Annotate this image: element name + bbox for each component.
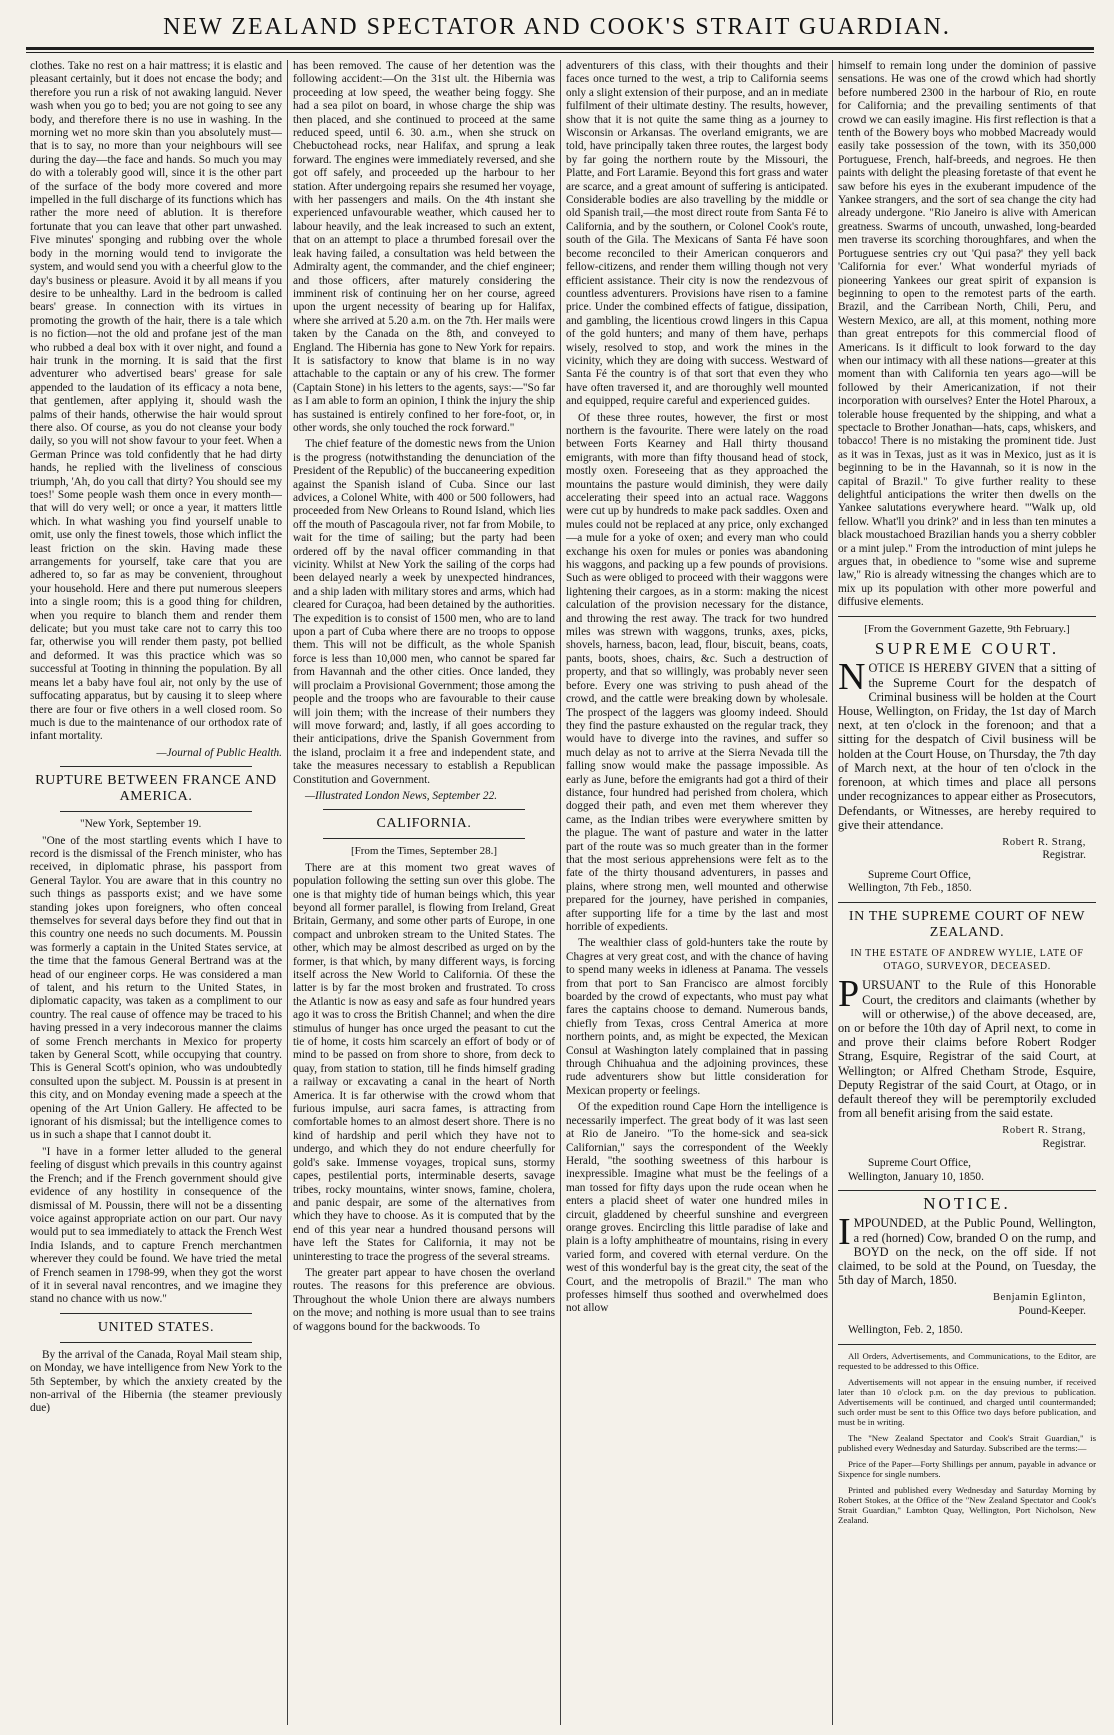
pound-notice	[838, 1211, 1096, 1288]
notice-text: MPOUNDED, at the Public Pound, Wellington, a red (horned) Cow, branded O on the rump, and BOYD on the neck, on the off side. If not claimed, to be sold at the Pound, on Tuesday, the 5th day of March, 1850.	[838, 1216, 1096, 1288]
notice-heading-estate: IN THE SUPREME COURT OF NEW ZEALAND.	[848, 908, 1086, 940]
notice-signature: Robert R. Strang,	[1002, 836, 1086, 848]
notice-signature: Benjamin Eglinton,	[992, 1292, 1086, 1304]
column-1	[30, 60, 282, 1725]
article-paragraph: The wealthier class of gold-hunters take the route by Chagres at very great cost, and with the chance of having to spend many weeks in idleness at Panama. The vessels from that port to San Francisco are almost forcibly boarded by the crowd of expectants, who must pay what fares the captains choose to demand. Numerous bands, chiefly from Texas, cross Central America at more northern points, and, as might be expected, the Mexican Consul at Washington lately complained that in passing through Chihuahua and the adjoining provinces, these rude adventurers show but little consideration for Mexican property or feelings.	[566, 937, 828, 1097]
notice-signatory-role: Pound-Keeper.	[1018, 1304, 1086, 1317]
notice-text: OTICE IS HEREBY GIVEN that a sitting of the Supreme Court for the despatch of Criminal business will be holden at the Court House, Wellington, on Friday, the 1st day of March next, at ten o'clock in the forenoon; and that a sitting for the despatch of Civil business will be holden at the Court House, on Thursday, the 7th day of March next, at the hour of ten o'clock in the forenoon, at which times and place all persons under recognizances to appear either as Prosecutors, Defendants, or Witnesses, are hereby required to give their attendance.	[838, 661, 1096, 832]
article-paragraph: Of these three routes, however, the first or most northern is the favourite. There were lately on the road between Forts Kearney and Hall thirty thousand emigrants, with more than fifty thousand head of stock, mostly oxen. Foreseeing that as they approached the mountains the pasture would diminish, they were daily accelerating their speed into an actual race. Waggons were cut up by hundreds to make pack saddles. Oxen and mules could not be replaced at any price, only exchanged—a mule for a yoke of oxen; and every man who could exchange his oxen for mules or ponies was abandoning his waggons, and packing up a few pounds of provisions. Such as were obliged to proceed with their waggons were lightening their cargoes, as in a storm: making the nicest calculation of the provision necessary for the distance, and throwing the rest away. The track for two hundred miles was strewn with waggons, trunks, axes, picks, shovels, harness, bacon, lead, flour, biscuit, beans, coats, pants, boots, shoes, chairs, &c. Such a destruction of property, and that so willingly, was probably never seen before. Every one was striving to push ahead of the crowd, and the cattle were breaking down by wholesale. The prospect of the laggers was gloomy indeed. Should they find the pasture exhausted on the regular track, they would have to diverge into the ravines, and suffer so much delay as not to arrive at the Sierra Nevada till the falling snow would make the passage impossible. As early as June, before the emigrants had got a third of their distance, four hundred had perished from cholera, which dogged their path, and even met them wherever they came, as the Indian tribes were everywhere smitten by the plague. The want of pasture and water in the latter part of the route was so much greater than in the former that the most serious apprehensions were felt as to the fate of the thirty thousand adventurers, in passes and plains, where strong men, well mounted and otherwise prepared for the journey, have perished in companies, after supporting life for a time by the last and most horrible of expedients.	[566, 411, 828, 933]
section-divider	[323, 809, 525, 810]
estate-notice	[838, 973, 1096, 1121]
notice-heading-pound: NOTICE.	[923, 1194, 1011, 1213]
article-paragraph: The greater part appear to have chosen the overland routes. The reasons for this preference are obvious. Throughout the whole Union there are always numbers on the move; and nothing is more usual than to see trains of waggons bound for the backwoods. To	[293, 1266, 555, 1333]
article-paragraph: By the arrival of the Canada, Royal Mail steam ship, on Monday, we have intelligence from New York to the 5th September, by which the anxiety created by the non-arrival of the Hibernia (the steamer previously due)	[30, 1348, 282, 1415]
masthead-rule-thick	[26, 47, 1094, 50]
article-heading-california: CALIFORNIA.	[376, 816, 472, 832]
notice-date: Wellington, January 10, 1850.	[848, 1170, 984, 1183]
column-3	[566, 60, 828, 1725]
column-divider	[287, 60, 288, 1725]
notice-signatory-role: Registrar.	[1042, 1137, 1086, 1150]
column-divider	[832, 60, 833, 1725]
article-paragraph: Of the expedition round Cape Horn the intelligence is necessarily imperfect. The great body of it was last seen at Rio de Janeiro. "To the home-sick and sea-sick Californian," says the correspondent of the Weekly Herald, "the soothing sweetness of this harbour is inexpressible. Imagine what must be the feelings of a man tossed for fifty days upon the rude ocean when he enters a placid sheet of water one hundred miles in circuit, gladdened by cheerful sunshine and evergreen orange groves. Encircling this little paradise of lake and plain is a lofty amphitheatre of mountains, rising in every varied form, and covered with eternal verdure. On the west of this wonderful bay is the great city, the seat of the Court, and the metropolis of Brazil." The man who professes himself thus soothed and overwhelmed does not allow	[566, 1101, 828, 1315]
article-paragraph: adventurers of this class, with their thoughts and their faces once turned to the west, a trip to California seems only a slight extension of their purpose, and an in mediate fulfilment of their ultimate destiny. The results, however, show that it is not quite the same thing as a journey to Wisconsin or Arkansas. The overland emigrants, we are told, have principally taken three routes, the largest body by far going the northern route by the Missouri, the Platte, and Fort Laramie. Beyond this fort grass and water are scarce, and a great amount of suffering is anticipated. Considerable bodies are also travelling by the middle or old Spanish trail,—the most direct route from Santa Fé to California, and by the southern, or Colonel Cook's route, south of the Gila. The Mexicans of Santa Fé have soon become reconciled to their American conquerors and fellow-citizens, and render them willing though not very efficient assistance. Their city is now the rendezvous of countless adventurers. Provisions have risen to a famine price. Under the combined effects of fatigue, dissipation, and gambling, the licentious crowd lingers in this Capua of the gold hunters; and many of them have, perhaps wisely, resolved to stop, and work the mines in the vicinity, which they are doing with success. Westward of Santa Fé the country is of that sort that even they who have often traversed it, and are thoroughly well mounted and equipped, require careful and experienced guides.	[566, 60, 828, 408]
section-divider	[60, 811, 252, 812]
article-paragraph: "I have in a former letter alluded to the general feeling of disgust which prevails in this country against the French; and if the French government should give evidence of any hostility in consequence of the dismissal of M. Poussin, there will not be a dissenting voice against appropriate action on our part. Our navy would put to sea immediately to attack the French West India Islands, and to capture French merchantmen wherever they could be found. We have tried the metal of French seamen in 1798-99, when they got the worst of it in several naval rencontres, and we imagine they stand no chance with us now."	[30, 1145, 282, 1306]
imprint-line: Advertisements will not appear in the ensuing number, if received later than 10 o'clock p.m. on the day previous to publication. Advertisements will be continued, and charged until countermanded; such order must be sent to this Office two days before publication, and must be in writing.	[838, 1376, 1096, 1427]
article-heading-rupture: RUPTURE BETWEEN FRANCE AND AMERICA.	[35, 773, 277, 805]
section-divider	[60, 766, 252, 767]
article-heading-united-states: UNITED STATES.	[97, 1319, 215, 1335]
newspaper-title: NEW ZEALAND SPECTATOR AND COOK'S STRAIT GUARDIAN.	[163, 14, 951, 40]
article-paragraph: himself to remain long under the dominion of passive sensations. He was one of the crowd which had shortly before numbered 2300 in the harbour of Rio, en route for California; and the prevailing sentiments of that crowd we can easily imagine. His first reflection is that a tenth of the Bowery boys who mobbed Macready would easily take possession of the town, with its 350,000 Portuguese, French, half-breeds, and negroes. He then paints with delight the pleasing foretaste of that event he saw before his eyes in the exuberant impudence of the Yankee strangers, and the sort of sea change the city had already undergone. "Rio Janeiro is alive with American greatness. Swarms of uncouth, unwashed, long-bearded men traverse its scorching thoroughfares, and when the Portuguese sentries cry out 'Qui pasa?' they yell back 'California for ever.' What wonderful myriads of pioneering Yankees our great spirit of expansion is beginning to open to the remotest parts of the earth. Brazil, and the Carribean North, Chili, Peru, and Western Mexico, are all, at this moment, nothing more than great entrepots for this commercial flood of Americans. Is it difficult to look forward to the day when our intimacy with all these nations—greater at this moment than with California ten years ago—will be followed by their Americanization, if not their incorporation with ourselves? Enter the Hotel Pharoux, a tolerable house frequented by the shipping, and what a spectacle to Brother Jonathan—hats, caps, whiskers, and tobacco! There is no mistaking the prominent tide. Just as it was in Texas, just as it was in Mexico, just as it is beginning to be in the Havannah, so it is now in the capital of Brazil." To give further reality to these delightful anticipations the writer then dwells on the Yankee salutations everywhere heard. "'Walk up, old fellow. What'll you drink?' and in less than ten minutes a black moustachoed Brazilian hands you a sherry cobbler or a mint julep." From the introduction of mint juleps he argues that, in obedience to "some wise and supreme law," Rio is already witnessing the changes which are to mix up its population with other more powerful and diffusive elements.	[838, 60, 1096, 609]
imprint-line: Printed and published every Wednesday and Saturday Morning by Robert Stokes, at the Office of the "New Zealand Spectator and Cook's Strait Guardian," Lambton Quay, Wellington, Port Nicholson, New Zealand.	[838, 1484, 1096, 1525]
masthead-rule-thin	[26, 52, 1094, 53]
notice-subhead-estate: IN THE ESTATE OF ANDREW WYLIE, LATE OF OTAGO, SURVEYOR, DECEASED.	[850, 947, 1084, 972]
imprint-line: All Orders, Advertisements, and Communications, to the Editor, are requested to be addressed to this Office.	[838, 1350, 1096, 1371]
article-dateline: "New York, September 19.	[80, 818, 202, 831]
notice-date: Wellington, 7th Feb., 1850.	[848, 882, 972, 895]
article-paragraph: The chief feature of the domestic news from the Union is the progress (notwithstanding the denunciation of the President of the Republic) of the buccaneering expedition against the Spanish island of Cuba. Since our last advices, a Colonel White, with 400 or 500 followers, had proceeded from New Orleans to Round Island, which lies off the mouth of Pascagoula river, not far from Mobile, to wait for the time of sailing; but the party had been ordered off by the naval officer commanding in that vicinity. Whilst at New York the sailing of the corps had been delayed nearly a week by unexpected hindrances, and a ship laden with military stores and arms, which had cleared for Curaçoa, had been detained by the authorities. The expedition is to consist of 1500 men, who are to land upon a part of Cuba where there are no troops to oppose them. This will not be difficult, as the whole Spanish force is less than 10,000 men, who cannot be spared far from Havannah and the other cities. Once landed, they will proclaim a Provisional Government; those among the people and the troops who are favourable to their cause will join them; with the increase of their numbers they will move forward; and, lastly, if all goes according to their anticipations, drive the Spanish Government from the island, proclaim it a free and independent state, and take the measures necessary to establish a Republican Constitution and Government.	[293, 438, 555, 786]
section-divider	[60, 1342, 252, 1343]
drop-cap: P	[838, 973, 860, 1016]
gazette-source: [From the Government Gazette, 9th February.]	[864, 622, 1070, 635]
notice-text: URSUANT to the Rule of this Honorable Court, the creditors and claimants (whether by will or otherwise,) of the above deceased, are, on or before the 10th day of April next, to come in and prove their claims before Robert Rodger Strang, Esquire, Registrar of the said Court, at Wellington; or Alfred Chetham Strode, Esquire, Deputy Registrar of the said Court, at Otago, or in default thereof they will be peremptorily excluded from all benefit arising from the said estate.	[838, 978, 1096, 1121]
section-divider	[838, 1190, 1096, 1191]
column-divider	[560, 60, 561, 1725]
imprint-line: Price of the Paper—Forty Shillings per annum, payable in advance or Sixpence for single numbers.	[838, 1458, 1096, 1479]
masthead	[0, 0, 1114, 60]
drop-cap: I	[838, 1211, 851, 1254]
section-divider	[838, 616, 1096, 617]
drop-cap: N	[838, 656, 866, 699]
column-2	[293, 60, 555, 1725]
notice-date: Wellington, Feb. 2, 1850.	[848, 1324, 963, 1337]
article-source: —Illustrated London News, September 22.	[305, 789, 498, 802]
article-paragraph: has been removed. The cause of her detention was the following accident:—On the 31st ult. the Hibernia was proceeding at low speed, the weather being foggy. She had a sea pilot on board, in whose charge the ship was then placed, and she continued to proceed at the same reduced speed, until 6. 30. a.m., when she struck on Chebuctohead rocks, near Halifax, and sprung a leak forward. The engines were immediately reversed, and she got off safely, and proceeded up the harbour to her station. After undergoing repairs she resumed her voyage, with her passengers and mails. On the 4th instant she experienced unfavourable weather, which caused her to labour heavily, and the leak increased to such an extent, that on an attempt to place a thrumbed foresail over the leak having failed, a consultation was held between the Admiralty agent, the commander, and the chief engineer; and those officers, after maturely considering the imminent risk of continuing her on her course, agreed upon the urgent necessity of bearing up for Halifax, where she arrived at 5.20 a.m. on the 7th. Her mails were taken by the Canada on the 8th, and conveyed to England. The Hibernia has gone to New York for repairs. It is satisfactory to know that blame is in no way attachable to the captain or any of his crew. The former (Captain Stone) in his letters to the agents, says:—"So far as I am able to form an opinion, I think the injury the ship has sustained is entirely confined to her fore-foot, or, in other words, she only touched the rock forward."	[293, 60, 555, 434]
section-divider	[323, 838, 525, 839]
notice-office: Supreme Court Office,	[868, 1157, 972, 1170]
notice-heading-supreme-court: SUPREME COURT.	[874, 639, 1060, 659]
article-source: —Journal of Public Health.	[156, 746, 282, 759]
imprint-line: The "New Zealand Spectator and Cook's Strait Guardian," is published every Wednesday and Saturday. Subscribed are the terms:—	[838, 1432, 1096, 1453]
section-divider	[838, 902, 1096, 903]
column-4	[838, 60, 1096, 1725]
article-paragraph: There are at this moment two great waves of population following the setting sun over this globe. The one is that mighty tide of human beings which, this year beyond all former parallel, is flowing from Ireland, Great Britain, Germany, and some other parts of Europe, in one compact and unbroken stream to the United States. The other, which may be almost described as urged on by the former, is that which, by many different ways, is forcing itself across the New World to California. Of these the latter is by far the most broken and frustrated. To cross the Atlantic is now as easy and safe as four hundred years ago it was to cross the British Channel; and when the dire stimulus of hunger has once urged the peasant to cut the tie of home, it costs him scarcely an effort of body or of mind to be passed on from shore to shore, from deck to quay, from station to station, till he finds himself grading a railway or excavating a canal in the heart of North America. It is far otherwise with the crowd whom that furious impulse, auri sacra fames, is attracting from comfortable homes to an almost desert shore. There is no kind of hardship and peril which they have not to undergo, and which they do not endure cheerfully for gold's sake. Immense voyages, tropical suns, stormy capes, pestilential ports, interminable deserts, savage tribes, rocky mountains, winter snows, famine, cholera, and panic despair, are some of the alternatives from which they have to choose. As it is computed that by the end of this year near a hundred thousand persons will have left the States for California, it may not be uninteresting to trace the progress of the several streams.	[293, 861, 555, 1263]
section-divider	[60, 1313, 252, 1314]
notice-office: Supreme Court Office,	[868, 868, 972, 881]
article-paragraph: clothes. Take no rest on a hair mattress; it is elastic and pleasant certainly, but it does not encase the body; and therefore you run a risk of not awaking languid. Never wash when you go to bed; you are not going to see any body, and therefore there is no use in washing. In the morning wet no more skin than you absolutely must—that is to say, no more than your neighbours will see during the day—the face and hands. So much you may do with a tolerably good will, since it is the other part of the surface of the body more covered and more impelled in the full discharge of its functions which has rather the more need of ablution. It is therefore fortunate that you can leave that other part unwashed. Five minutes' sponging and rubbing over the whole body in the morning would tend to invigorate the system, and would send you with a cheerful glow to the day's business or pleasure. Avoid it by all means if you desire to be unhealthy. Lard in the bedroom is called bears' grease. In connection with its virtues in promoting the growth of the hair, there is a tale which is no fiction—not the old and profane jest of the man who rubbed a deal box with it over night, and found a hair trunk in the morning. It is said that the first adventurer who advertised bears' grease for sale appended to the laudation of its efficacy a nota bene, that gentlemen, after applying it, should wash the palms of their hands, otherwise the hair would sprout there also. Of course, as you do not cleanse your body daily, so you will not show favour to your feet. When a German Prince was told confidently that he had dirty hands, he replied with the liveliness of conscious triumph, 'Ah, do you call that dirty? You should see my toes!' Some people wash them once in every month—that will do very well; or once a year, it matters little which. In what washing you find yourself unable to omit, use only the finest towels, those which inflict the least friction on the skin. Having made these arrangements for yourself, take care that you are adhered to, so far as may be convenient, throughout your household. Here and there put numerous sleepers into a single room; this is a good thing for children, when you require to blanch them and render them delicate; but you must take care not to carry this too far, otherwise you will render them pasty, pot bellied and deformed. It was this practice which was so successful at Tooting in thinning the population. By all means let a baby have foul air, not only by the use of suffocating apparatus, but by causing it to sleep where there are four or five others in a well closed room. So much is due to the maintenance of our orthodox rate of infant mortality.	[30, 60, 282, 743]
section-divider	[838, 1344, 1096, 1345]
article-paragraph: "One of the most startling events which I have to record is the dismissal of the French minister, who has received, in diplomatic phrase, his passport from General Taylor. You are aware that in this country no such things as passports exist; and we have some standing jokes upon foreigners, who often conceal themselves for several days before they find out that in this country one needs no such documents. M. Poussin was formerly a captain in the United States service, at the time that the famous General Bertrand was at the head of our engineer corps. He was considered a man of talent, and his return to the United States, in diplomatic capacity, was taken as a compliment to our country. The real cause of offence may be traced to his having pressed in a very indecorous manner the claims of some French merchants in Mexico for property taken by General Scott, while occupying that country. This is General Scott's opinion, who was undoubtedly consulted upon the subject. M. Poussin is at present in this city, and on Monday evening made a speech at the opening of the Art Union Gallery. He affected to be ignorant of his dismissal; but the intelligence comes to us in such a shape that I cannot doubt it.	[30, 834, 282, 1142]
article-source: [From the Times, September 28.]	[350, 845, 498, 858]
supreme-court-notice	[838, 656, 1096, 832]
notice-signature: Robert R. Strang,	[1002, 1125, 1086, 1137]
notice-signatory-role: Registrar.	[1042, 849, 1086, 862]
